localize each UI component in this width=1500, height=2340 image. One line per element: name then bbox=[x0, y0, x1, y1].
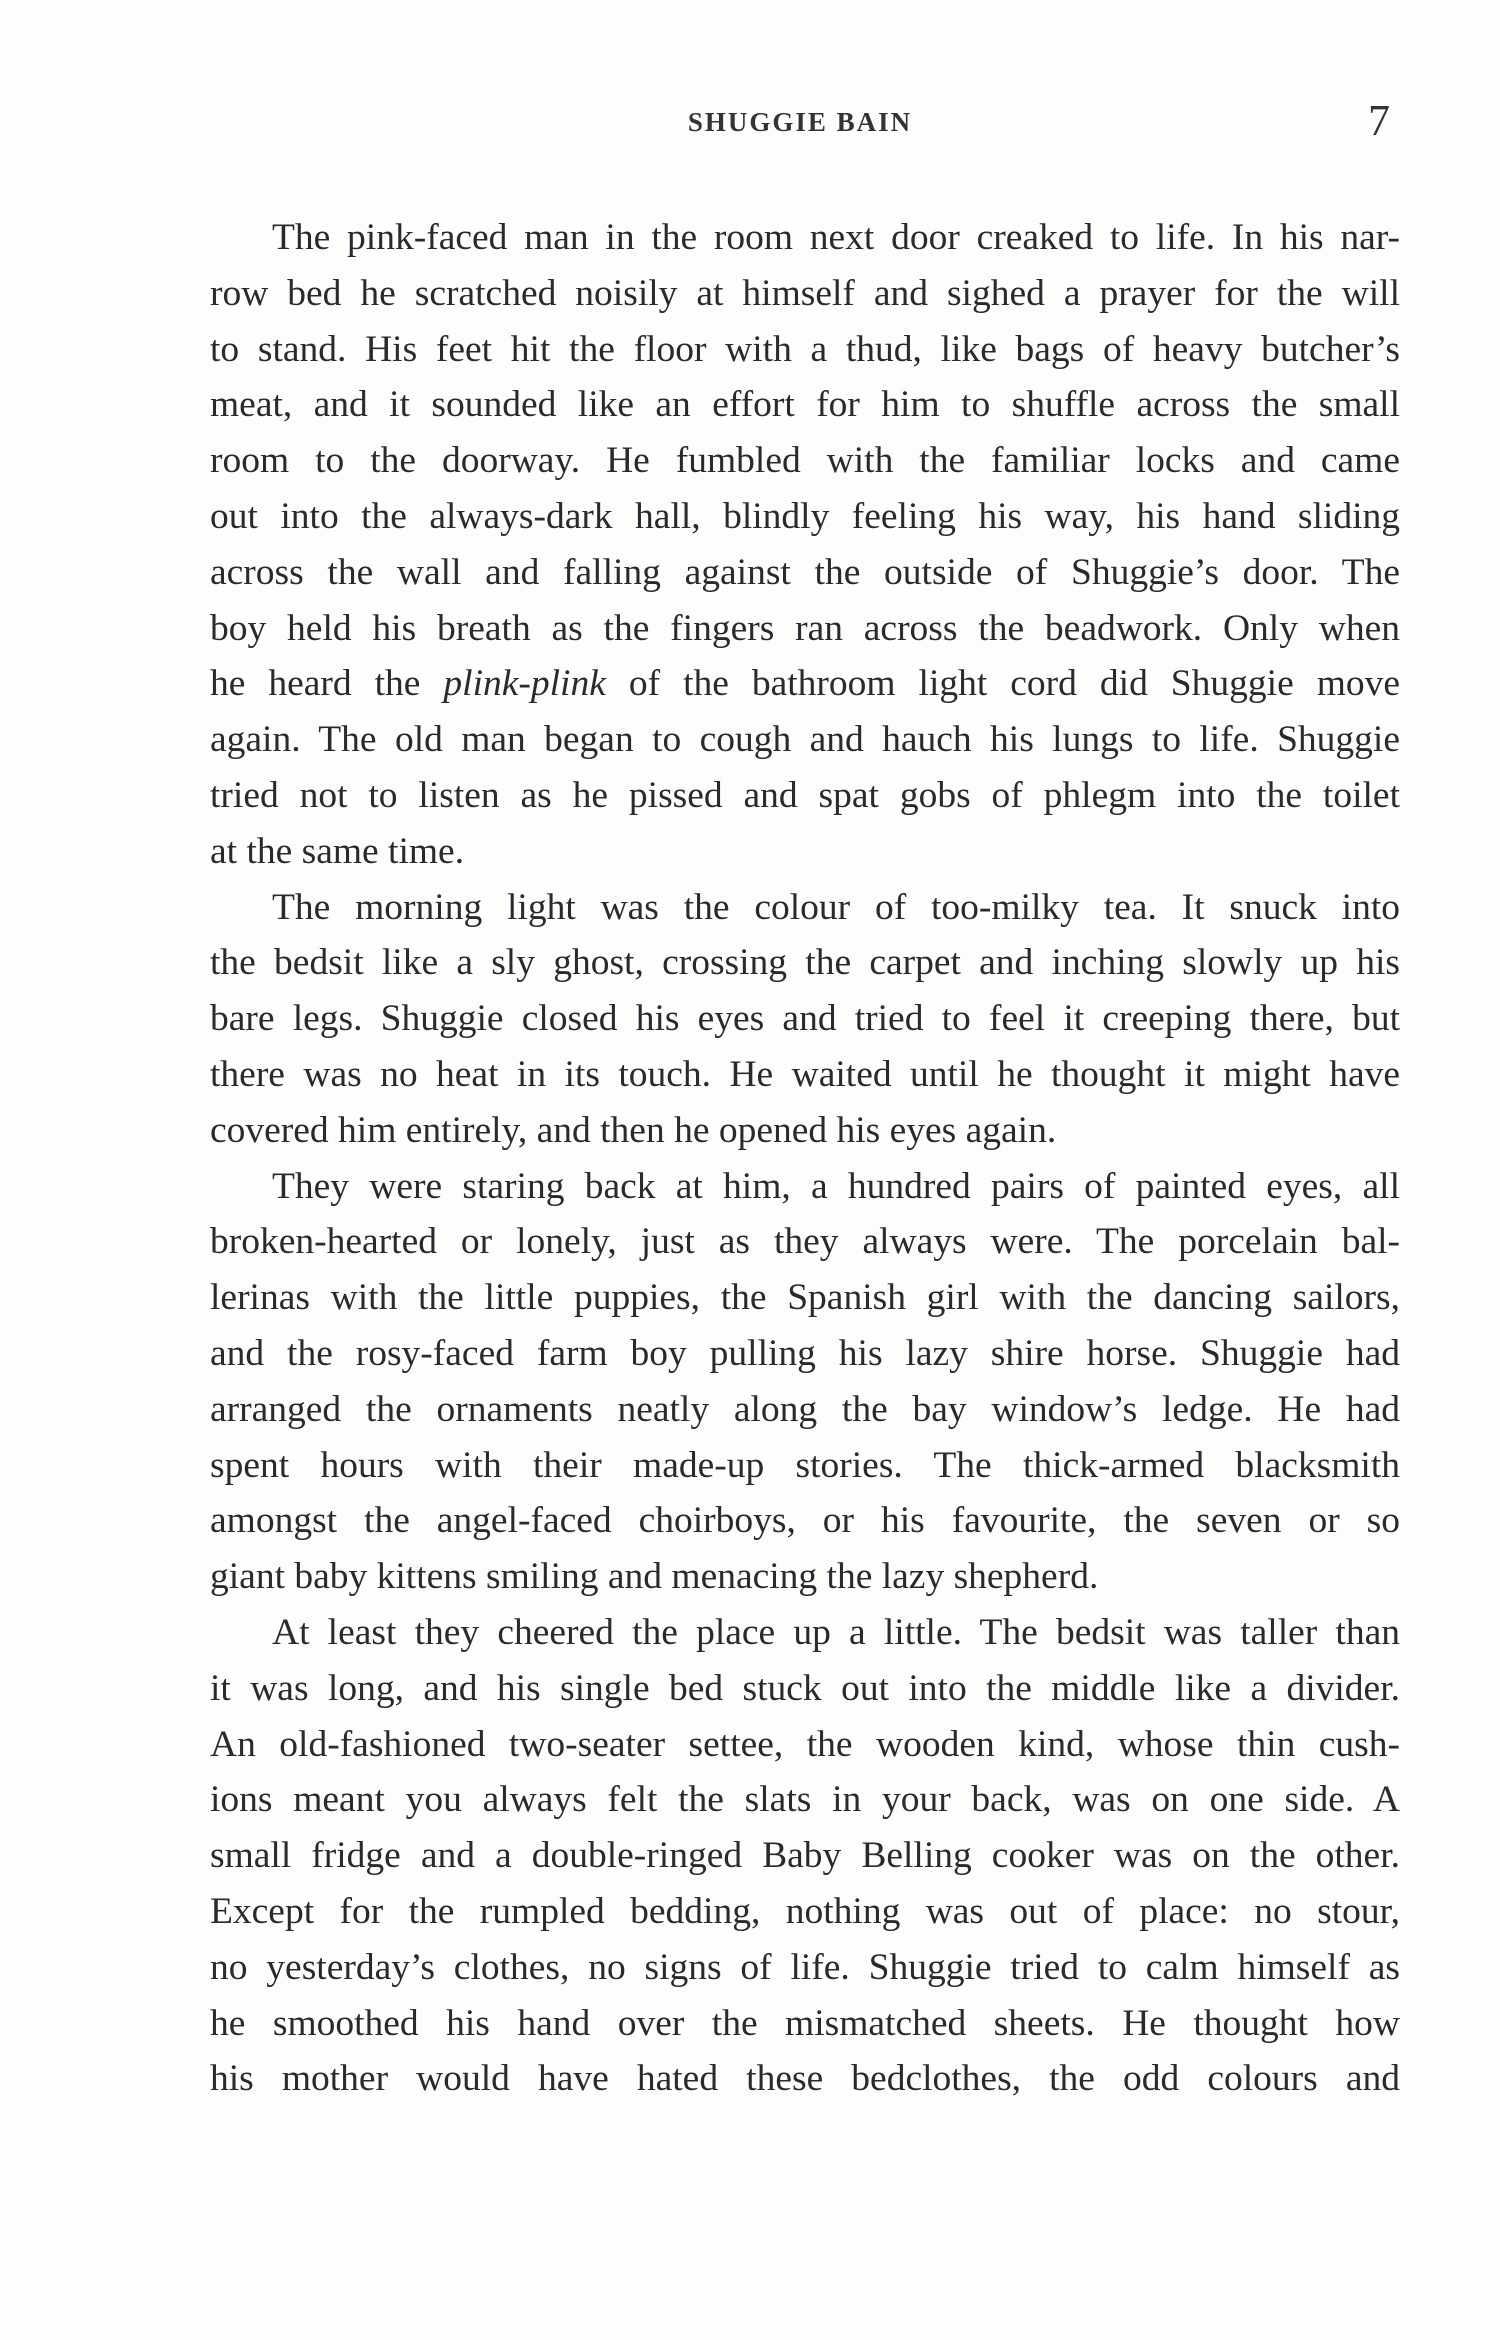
text-line: The morning light was the colour of too-milky tea. It snuck into bbox=[272, 886, 1400, 928]
paragraph bbox=[210, 1605, 1400, 2107]
text-segment: he heard the bbox=[210, 663, 444, 705]
text-line: to stand. His feet hit the floor with a thud, like bags of heavy butcher’s bbox=[210, 328, 1400, 370]
text-line: bare legs. Shuggie closed his eyes and tried to feel it creeping there, but bbox=[210, 998, 1400, 1040]
running-head bbox=[0, 95, 1500, 155]
text-line: spent hours with their made-up stories. The thick-armed blacksmith bbox=[210, 1444, 1400, 1486]
text-line: tried not to listen as he pissed and spat gobs of phlegm into the toilet bbox=[210, 774, 1400, 816]
text-line: arranged the ornaments neatly along the bay window’s ledge. He had bbox=[210, 1388, 1400, 1430]
text-line: again. The old man began to cough and hauch his lungs to life. Shuggie bbox=[210, 719, 1400, 761]
text-segment: of the bathroom light cord did Shuggie move bbox=[605, 663, 1401, 705]
text-line: giant baby kittens smiling and menacing the lazy shepherd. bbox=[210, 1556, 1099, 1598]
text-line: boy held his breath as the fingers ran across the beadwork. Only when bbox=[210, 607, 1400, 649]
paragraph bbox=[210, 210, 1400, 880]
text-line-with-italic bbox=[210, 656, 1400, 712]
text-line: row bed he scratched noisily at himself and sighed a prayer for the will bbox=[210, 272, 1400, 314]
text-line: out into the always-dark hall, blindly feeling his way, his hand sliding bbox=[210, 495, 1400, 537]
text-line: broken-hearted or lonely, just as they always were. The porcelain bal- bbox=[210, 1221, 1400, 1263]
text-line: Except for the rumpled bedding, nothing was out of place: no stour, bbox=[210, 1890, 1400, 1932]
paragraph bbox=[210, 880, 1400, 1159]
text-line: his mother would have hated these bedclothes, the odd colours and bbox=[210, 2058, 1400, 2100]
text-line: it was long, and his single bed stuck out into the middle like a divider. bbox=[210, 1667, 1400, 1709]
italic-text: plink-plink bbox=[443, 663, 606, 705]
text-line: An old-fashioned two-seater settee, the wooden kind, whose thin cush- bbox=[210, 1723, 1400, 1765]
text-line: covered him entirely, and then he opened his eyes again. bbox=[210, 1109, 1057, 1151]
book-title: SHUGGIE BAIN bbox=[687, 107, 913, 137]
text-line: there was no heat in its touch. He waited until he thought it might have bbox=[210, 1053, 1400, 1095]
text-line: The pink-faced man in the room next door creaked to life. In his nar- bbox=[272, 217, 1400, 258]
text-line: across the wall and falling against the outside of Shuggie’s door. The bbox=[210, 551, 1400, 593]
text-line: he smoothed his hand over the mismatched sheets. He thought how bbox=[210, 2002, 1400, 2044]
text-line: room to the doorway. He fumbled with the familiar locks and came bbox=[210, 440, 1400, 482]
body-text bbox=[210, 210, 1400, 2107]
text-line: ions meant you always felt the slats in your back, was on one side. A bbox=[210, 1779, 1400, 1821]
text-line: at the same time. bbox=[210, 830, 465, 872]
text-line: and the rosy-faced farm boy pulling his lazy shire horse. Shuggie had bbox=[210, 1332, 1400, 1374]
text-line: lerinas with the little puppies, the Spanish girl with the dancing sailors, bbox=[210, 1277, 1400, 1319]
text-line: no yesterday’s clothes, no signs of life. Shuggie tried to calm himself as bbox=[210, 1946, 1400, 1988]
text-line: They were staring back at him, a hundred pairs of painted eyes, all bbox=[272, 1165, 1400, 1207]
text-line: At least they cheered the place up a little. The bedsit was taller than bbox=[272, 1611, 1400, 1653]
text-line: small fridge and a double-ringed Baby Belling cooker was on the other. bbox=[210, 1835, 1400, 1877]
page-number: 7 bbox=[1368, 96, 1390, 145]
text-line: amongst the angel-faced choirboys, or his favourite, the seven or so bbox=[210, 1500, 1400, 1542]
paragraph bbox=[210, 1159, 1400, 1605]
text-line: meat, and it sounded like an effort for him to shuffle across the small bbox=[210, 384, 1400, 426]
text-line: the bedsit like a sly ghost, crossing the carpet and inching slowly up his bbox=[210, 942, 1400, 984]
